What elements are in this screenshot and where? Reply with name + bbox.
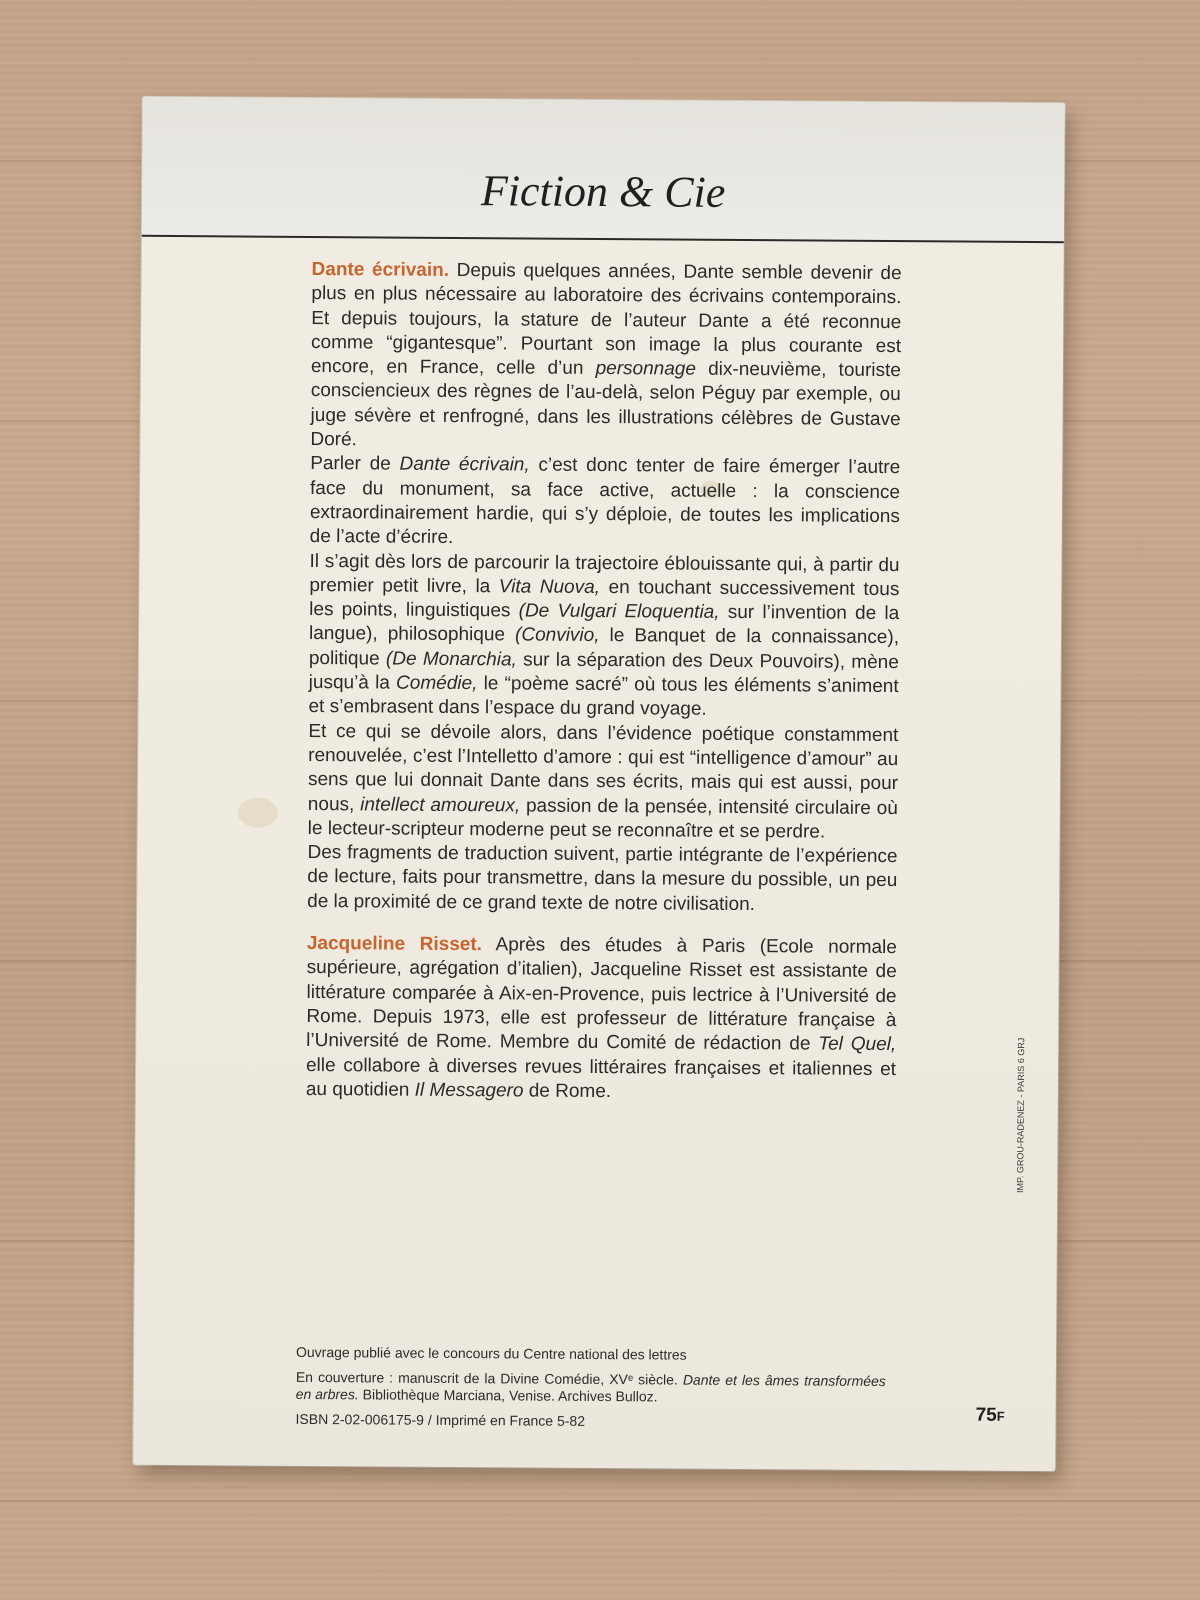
support-line: Ouvrage publié avec le concours du Centre national des lettres <box>295 1343 687 1363</box>
text-run: En couverture : manuscrit de la Divine Comédie, XVᵉ siècle. <box>295 1368 683 1388</box>
emphasis: Comédie, <box>396 672 478 695</box>
isbn-line: ISBN 2-02-006175-9 / Imprimé en France 5-82 <box>295 1410 586 1429</box>
text-run: de Rome. <box>523 1080 612 1102</box>
text-run: le “poème sacré” où tous les éléments s’animent et s’embrasent dans l’espace du grand voyage. <box>308 673 899 721</box>
emphasis: (De Vulgari Eloquentia, <box>518 600 720 623</box>
paragraph-5: Des fragments de traduction suivent, partie intégrante de l’expérience de lecture, faits pour transmettre, dans la mesure du possible, un peu de la proximité de ce grand texte de notre civilisation. <box>307 842 898 915</box>
emphasis: personnage <box>595 358 697 380</box>
emphasis: Dante écrivain, <box>399 453 530 476</box>
emphasis: (Convivio, <box>514 624 600 647</box>
printer-imprint: IMP. GROU-RADENEZ - PARIS 6 GRJ <box>1015 1037 1027 1193</box>
author-bio <box>306 932 897 1106</box>
emphasis: Tel Quel, <box>818 1033 897 1056</box>
credits <box>295 1344 886 1440</box>
text-run: elle collabore à diverses revues littéraires françaises et italiennes et au quotidien <box>305 1054 897 1101</box>
paragraph-3 <box>308 550 899 724</box>
paragraph-4 <box>308 720 899 846</box>
author-name-lead: Jacqueline Risset. <box>306 932 483 956</box>
book-back-cover <box>133 97 1065 1471</box>
paper-stain <box>238 797 278 827</box>
paragraph-1 <box>310 258 901 456</box>
text-run: sur la séparation des Deux Pouvoirs), mène jusqu’à la <box>308 649 899 694</box>
text-run: en touchant successivement tous les points, linguistiques <box>309 576 900 622</box>
header-band <box>142 97 1065 243</box>
text-run: Bibliothèque Marciana, Venise. Archives Bulloz. <box>358 1386 658 1405</box>
cover-credit <box>296 1369 886 1407</box>
emphasis: (De Monarchia, <box>385 648 517 671</box>
emphasis: intellect amoureux, <box>360 793 521 816</box>
text-run: Et ce qui se dévoile alors, dans l’évidence poétique constamment renouvelée, c’est l’Intelletto d’amore : qui est “intelligence d’amour” au sens que lui donnait Dante dans ses écrits, mais qui est aussi, pour nous, <box>307 720 899 815</box>
text-run: Parler de <box>310 453 400 475</box>
emphasis: Dante et les âmes transformées en arbres. <box>295 1371 886 1403</box>
text-run: sur l’invention de la langue), philosophique <box>308 601 900 646</box>
text-run: dix-neuvième, touriste consciencieux des règnes de l’au-delà, selon Péguy par exemple, ou juge sévère et renfrogné, dans les illustrations célèbres de Gustave Doré. <box>310 358 901 451</box>
text-run: c’est donc tenter de faire émerger l’autre face du monument, sa face active, actuelle : la conscience extraordinairement hardie, qui s’y déploie, de toutes les implications de l’acte d’écrire. <box>309 454 901 549</box>
series-title: Fiction & Cie <box>480 166 726 217</box>
text-run: Depuis quelques années, Dante semble devenir de plus en plus nécessaire au laboratoire des écrivains contemporains. Et depuis toujours, la stature de l’auteur Dante a été reconnue comme “gigantesque”. Pourtant son image la plus courante est encore, en France, celle d’un <box>310 259 902 380</box>
price-unit: F <box>996 1408 1005 1424</box>
book-title-lead: Dante écrivain. <box>311 258 450 281</box>
text-run: Il s’agit dès lors de parcourir la trajectoire éblouissante qui, à partir du premier petit livre, la <box>309 550 900 598</box>
wood-grain <box>0 1500 1200 1502</box>
text-run: passion de la pensée, intensité circulaire où le lecteur-scripteur moderne peut se reconnaître et se perdre. <box>307 794 898 843</box>
paragraph-2 <box>310 452 901 553</box>
emphasis: Il Messagero <box>414 1079 524 1102</box>
text-run: Après des études à Paris (Ecole normale supérieure, agrégation d’italien), Jacqueline Risset est assistante de littérature comparée à Aix-en-Provence, puis lectrice à l’Université de Rome. Depuis 1973, elle est professeur de littérature française à l’Université de Rome. Membre du Comité de rédaction de <box>306 934 897 1055</box>
price-value: 75 <box>975 1404 997 1426</box>
text-run: le Banquet de la connaissance), politique <box>308 625 900 670</box>
blurb <box>306 258 902 1106</box>
emphasis: Vita Nuova, <box>498 576 601 598</box>
price <box>976 1405 1005 1427</box>
